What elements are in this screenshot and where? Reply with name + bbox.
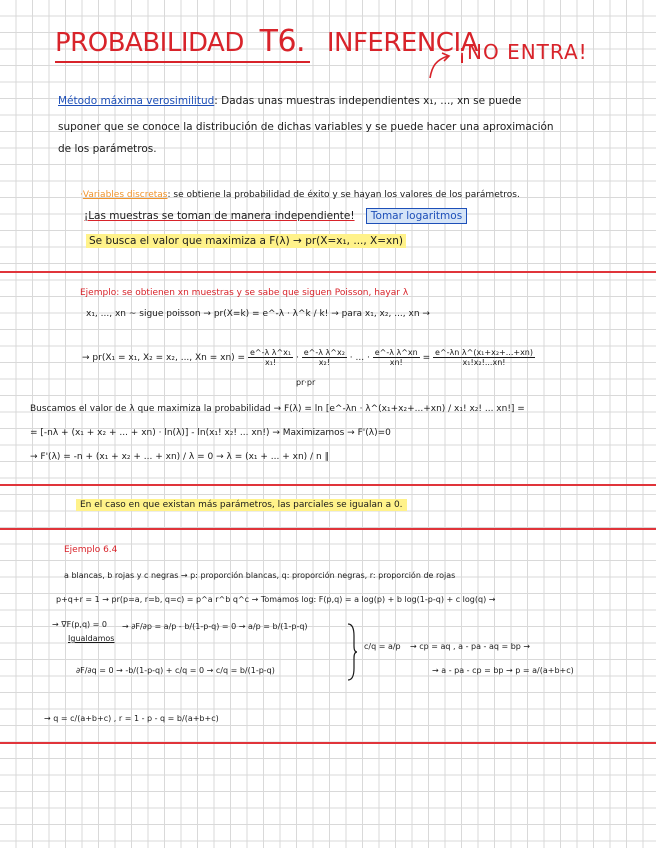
separator-3: [0, 528, 656, 530]
separator-4: [0, 742, 656, 744]
partial-p-line: → ∂F/∂p = a/p - b/(1-p-q) = 0 → a/p = b/(1-p-q): [122, 622, 308, 631]
discrete-bullet: ·: [80, 190, 83, 200]
example-64-line-1: a blancas, b rojas y c negras → p: proporción blancas, q: proporción negras, r: proporción de rojas: [64, 571, 456, 580]
factor-4-num: e^-λn λ^(x₁+x₂+...+xn): [435, 348, 533, 357]
equals-1: =: [422, 353, 431, 363]
title-underline: [55, 61, 310, 63]
intro-line-1: [58, 95, 521, 107]
poisson-line-3: Buscamos el valor de λ que maximiza la probabilidad → F(λ) = ln [e^-λn · λ^(x₁+x₂+...+xn) / x₁! x₂! ... xn!] =: [30, 404, 525, 414]
brace-result: c/q = a/p: [364, 642, 401, 651]
discrete-line: [80, 190, 520, 200]
cp-aq-line: → cp = aq , a - pa - aq = bp →: [410, 642, 531, 651]
factor-4-den: x₁!x₂!...xn!: [462, 358, 506, 367]
independence-note: ¡Las muestras se toman de manera independiente!: [84, 210, 355, 222]
p-solution-line: → a - pa - cp = bp → p = a/(a+b+c): [432, 666, 574, 675]
page-title: [55, 24, 478, 59]
intro-text-1: : Dadas unas muestras independientes x₁, ..., xn se puede: [214, 95, 522, 107]
gradient-zero: → ∇F(p,q) = 0: [52, 620, 108, 629]
factor-2: [302, 348, 347, 367]
not-in-exam-stamp: ¡NO ENTRA!: [458, 40, 588, 64]
factor-1: [248, 348, 293, 367]
factor-2-den: x₂!: [318, 358, 330, 367]
factor-3-num: e^-λ λ^xn: [374, 348, 418, 357]
discrete-text: : se obtiene la probabilidad de éxito y se hayan los valores de los parámetros.: [167, 190, 520, 200]
title-part-3: INFERENCIA: [326, 28, 478, 58]
maximize-highlight: Se busca el valor que maximiza a F(λ) → pr(X=x₁, ..., X=xn): [86, 234, 406, 248]
q-r-solution-line: → q = c/(a+b+c) , r = 1 - p - q = b/(a+b+c): [44, 714, 219, 723]
poisson-line-4: = [-nλ + (x₁ + x₂ + ... + xn) · ln(λ)] - ln(x₁! x₂! ... xn!) → Maximizamos → F'(λ)=0: [30, 428, 391, 438]
poisson-heading: Ejemplo: se obtienen xn muestras y se sabe que siguen Poisson, hayar λ: [80, 288, 409, 298]
poisson-joint-left: → pr(X₁ = x₁, X₂ = x₂, ..., Xn = xn) =: [82, 353, 248, 363]
prpr-note: pr·pr: [296, 378, 316, 387]
separator-2: [0, 484, 656, 486]
factor-3-den: xn!: [389, 358, 403, 367]
factor-2-num: e^-λ λ^x₂: [303, 348, 345, 357]
separator-1: [0, 271, 656, 273]
multi-param-highlight: En el caso en que existan más parámetros, las parciales se igualan a 0.: [76, 499, 407, 511]
discrete-label: Variables discretas: [82, 190, 168, 200]
example-64-line-2: p+q+r = 1 → pr(p=a, r=b, q=c) = p^a r^b q^c → Tomamos log: F(p,q) = a log(p) + b log(1-p-q) + c log(q) →: [56, 595, 496, 604]
factor-3: [373, 348, 420, 367]
intro-line-3: de los parámetros.: [58, 143, 157, 155]
take-logs-box: Tomar logaritmos: [366, 208, 467, 224]
equate-label: Igualdamos: [68, 634, 115, 643]
ellipsis-1: · ... ·: [349, 353, 370, 363]
curved-arrow-icon: [426, 48, 456, 80]
partial-q-line: ∂F/∂q = 0 → -b/(1-p-q) + c/q = 0 → c/q = b/(1-p-q): [76, 666, 275, 675]
poisson-line-5: → F'(λ) = -n + (x₁ + x₂ + ... + xn) / λ = 0 → λ = (x₁ + ... + xn) / n ∥: [30, 452, 330, 462]
poisson-joint-prob: [82, 348, 535, 367]
independence-note-row: [84, 210, 467, 222]
method-label: Método máxima verosimilitud: [58, 95, 215, 107]
poisson-line-1: x₁, ..., xn ~ sigue poisson → pr(X=k) = e^-λ · λ^k / k! → para x₁, x₂, ..., xn →: [86, 309, 430, 319]
factor-1-den: x₁!: [264, 358, 277, 367]
title-part-1: PROBABILIDAD: [55, 28, 244, 58]
intro-line-2: suponer que se conoce la distribución de dichas variables y se puede hacer una aproximación: [58, 121, 554, 133]
factor-4: [433, 348, 535, 367]
factor-1-num: e^-λ λ^x₁: [249, 348, 292, 357]
title-part-2: T6.: [259, 24, 306, 59]
dot-sep-1: ·: [296, 353, 299, 363]
example-64-heading: Ejemplo 6.4: [64, 545, 118, 555]
right-brace-icon: [346, 622, 358, 682]
